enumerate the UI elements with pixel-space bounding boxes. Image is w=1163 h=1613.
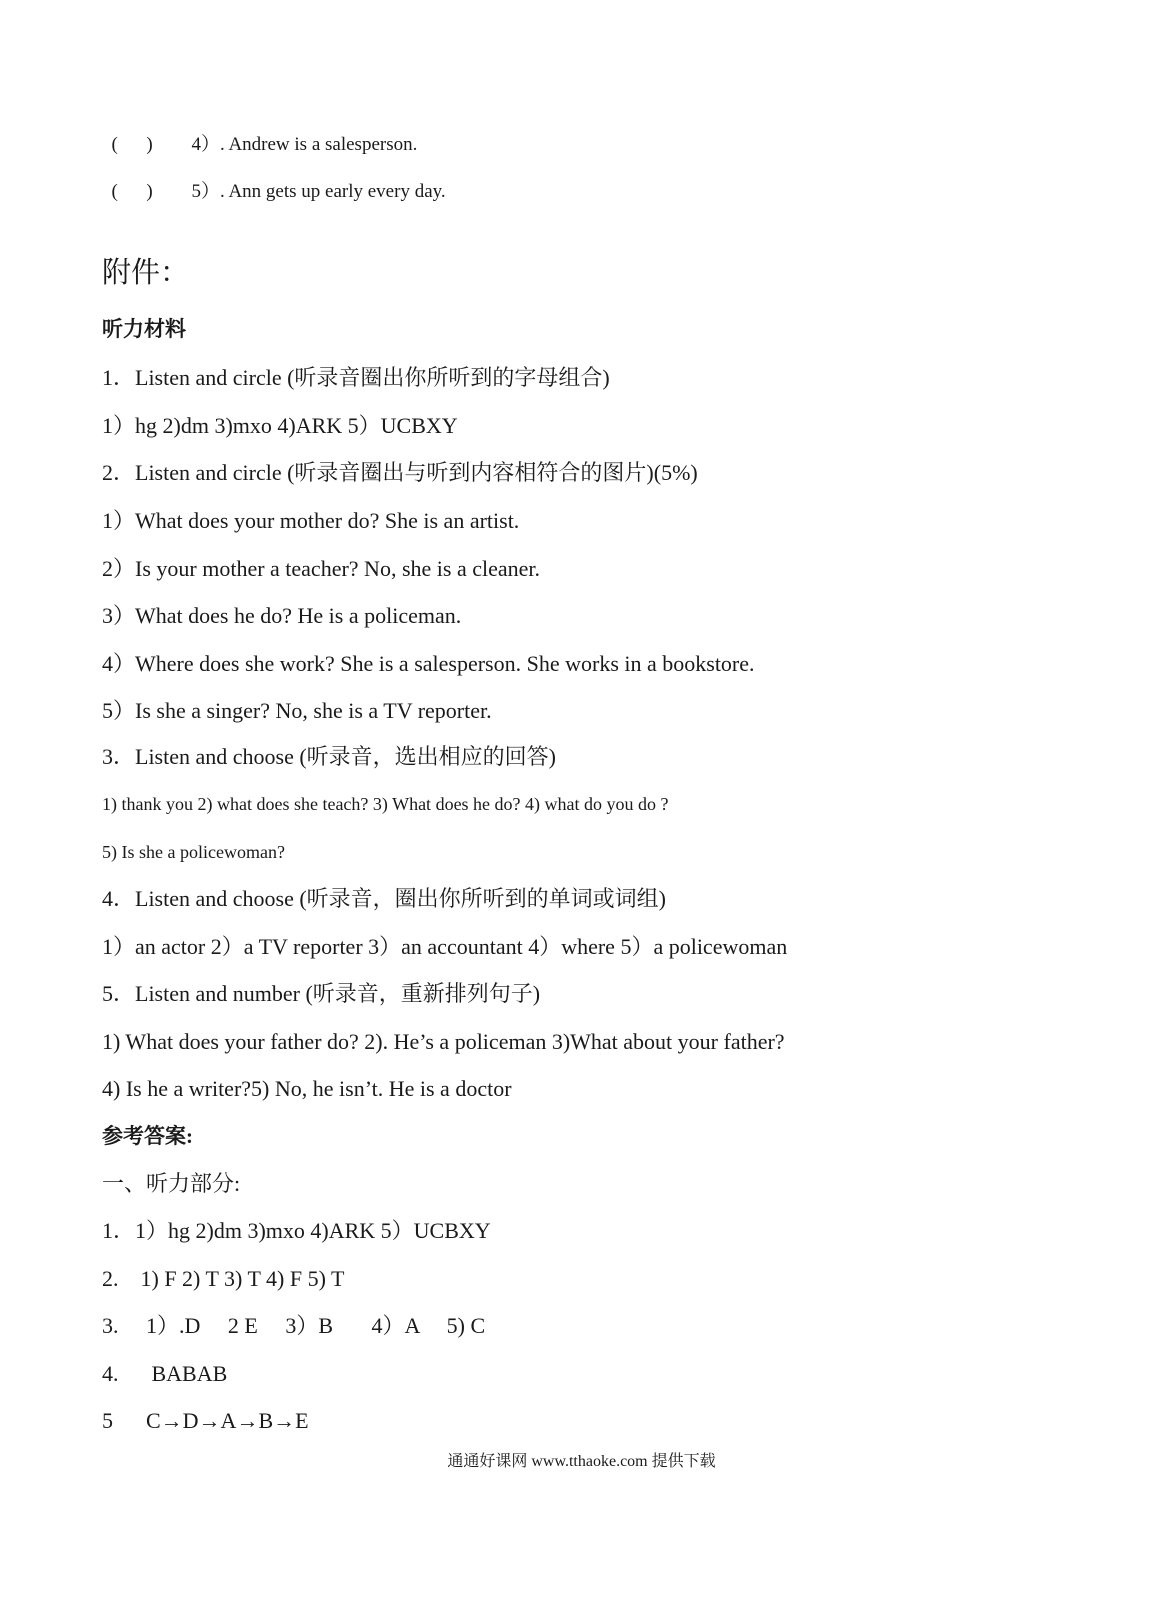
listening-line: 4）Where does she work? She is a salesperson. She works in a bookstore. bbox=[102, 651, 755, 676]
listening-line: 4．Listen and choose (听录音，圈出你所听到的单词或词组) bbox=[102, 886, 666, 911]
answer-line: 2. 1) F 2) T 3) T 4) F 5) T bbox=[102, 1266, 345, 1291]
listening-line: 1) thank you 2) what does she teach? 3) What does he do? 4) what do you do ? bbox=[102, 794, 669, 814]
listening-line: 2．Listen and circle (听录音圈出与听到内容相符合的图片)(5%) bbox=[102, 460, 698, 485]
answer-blank: ( ) bbox=[111, 134, 153, 155]
listening-line: 5．Listen and number (听录音，重新排列句子) bbox=[102, 981, 541, 1006]
attachment-heading: 附件： bbox=[102, 255, 190, 289]
listening-line: 5）Is she a singer? No, she is a TV reporter. bbox=[102, 698, 492, 723]
answer-line: 4. BABAB bbox=[102, 1361, 228, 1386]
listening-line: 4) Is he a writer?5) No, he isn’t. He is a doctor bbox=[102, 1076, 512, 1101]
listening-line: 5) Is she a policewoman? bbox=[102, 842, 285, 862]
listening-line: 3）What does he do? He is a policeman. bbox=[102, 603, 462, 628]
listening-line: 2）Is your mother a teacher? No, she is a cleaner. bbox=[102, 556, 540, 581]
question-5 bbox=[102, 163, 446, 201]
listening-materials-heading: 听力材料 bbox=[102, 317, 186, 341]
listening-line: 3．Listen and choose (听录音，选出相应的回答) bbox=[102, 744, 556, 769]
listening-line: 1）an actor 2）a TV reporter 3）an accountant 4）where 5）a policewoman bbox=[102, 934, 788, 959]
answer-line: 1．1）hg 2)dm 3)mxo 4)ARK 5）UCBXY bbox=[102, 1218, 491, 1243]
listening-line: 1) What does your father do? 2). He’s a policeman 3)What about your father? bbox=[102, 1029, 785, 1054]
question-4 bbox=[102, 116, 417, 154]
question-text: 4）. Andrew is a salesperson. bbox=[191, 134, 418, 155]
listening-line: 1）hg 2)dm 3)mxo 4)ARK 5）UCBXY bbox=[102, 413, 458, 438]
answer-line: 5 C→D→A→B→E bbox=[102, 1408, 309, 1433]
reference-answers-heading: 参考答案: bbox=[102, 1124, 193, 1148]
question-text: 5）. Ann gets up early every day. bbox=[191, 181, 446, 202]
listening-line: 1）What does your mother do? She is an artist. bbox=[102, 508, 520, 533]
listening-line: 1．Listen and circle (听录音圈出你所听到的字母组合) bbox=[102, 365, 610, 390]
answer-blank: ( ) bbox=[111, 181, 153, 202]
answer-line: 3. 1）.D 2 E 3）B 4）A 5) C bbox=[102, 1313, 486, 1338]
footer-credit: 通通好课网 www.tthaoke.com 提供下载 bbox=[447, 1453, 716, 1470]
answer-line: 一、听力部分: bbox=[102, 1171, 241, 1196]
